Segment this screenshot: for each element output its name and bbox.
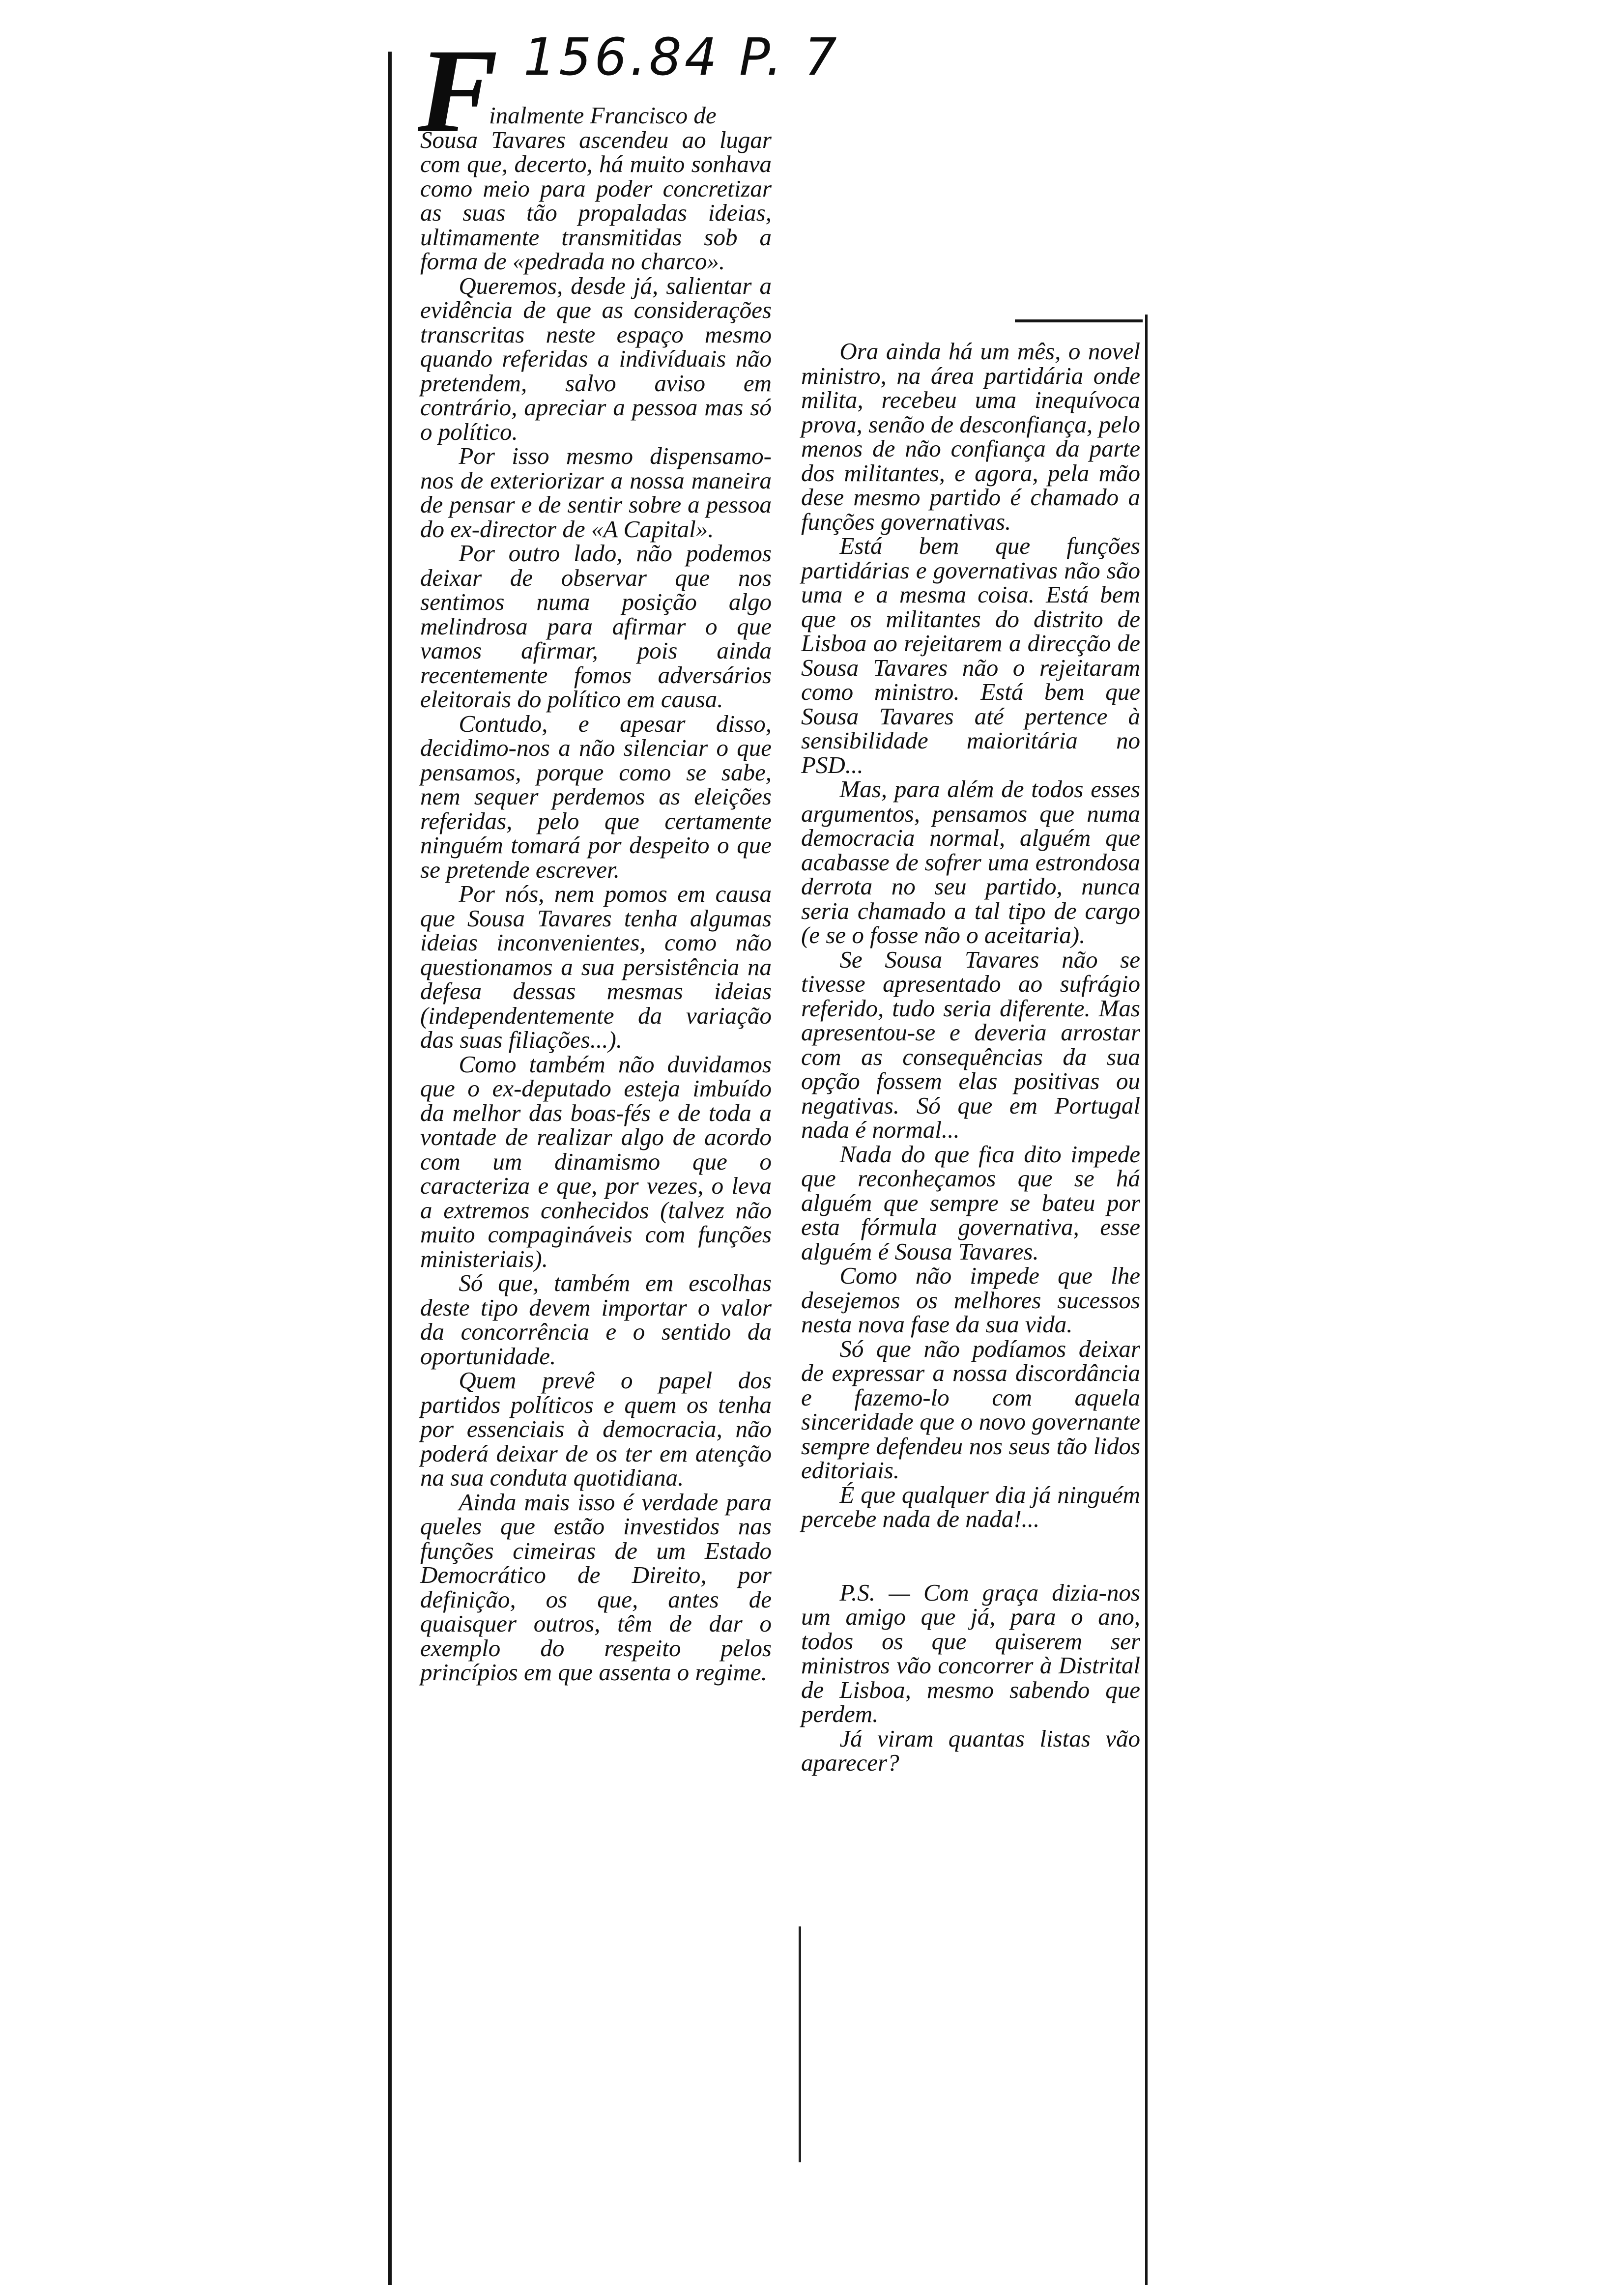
paragraph: Por outro lado, não podemos deixar de observar que nos sentimos numa posição algo melindrosa para afirmar o que vamos afirmar, pois ainda recentemente fomos adversários eleitorais do político em causa. [420,540,772,713]
postscript: P.S. — Com graça dizia-nos um amigo que já, para o ano, todos os que quiserem ser ministros vão concorrer à Distrital de Lisboa, mesmo sabendo que perdem. [801,1578,1140,1727]
paragraph: Só que não podíamos deixar de expressar a nossa discordância e fazemo-lo com aquela sinceridade que o novo governante sempre defendeu nos seus tão lidos editoriais. [801,1335,1140,1484]
paragraph: Se Sousa Tavares não se tivesse apresentado ao sufrágio referido, tudo seria diferente. Mas apresentou-se e deveria arrostar com as consequências da sua opção fossem elas positivas ou negativas. Só que em Portugal nada é normal... [801,946,1140,1143]
paragraph: Contudo, e apesar disso, decidimo-nos a não silenciar o que pensamos, porque como se sabe, nem sequer perdemos as eleições referidas, pelo que certamente ninguém tomará por despeito o que se pretende escrever. [420,710,772,883]
drop-cap: F [418,24,498,157]
paragraph: Ainda mais isso é verdade para queles que estão investidos nas funções cimeiras de um Estado Democrático de Direito, por definição, os que, antes de quaisquer outros, têm de dar o exemplo do respeito pelos princípios em que assenta o regime. [420,1488,772,1686]
middle-column-rule [799,1926,801,2162]
paragraph: Mas, para além de todos esses argumentos, pensamos que numa democracia normal, alguém que acabasse de sofrer uma estrondosa derrota no seu partido, nunca seria chamado a tal tipo de cargo (e se o fosse não o aceitaria). [801,775,1140,948]
paragraph: Sousa Tavares ascendeu ao lugar com que, decerto, há muito sonhava como meio para poder concretizar as suas tão propaladas ideias, ultimamente transmitidas sob a forma de «pedrada no charco». [420,126,772,275]
paragraph: Quem prevê o papel dos partidos políticos e quem os tenha por essenciais à democracia, não poderá deixar de os ter em atenção na sua conduta quotidiana. [420,1367,772,1491]
paragraph: Como não impede que lhe desejemos os melhores sucessos nesta nova fase da sua vida. [801,1262,1140,1338]
paragraph: Já viram quantas listas vão aparecer? [801,1724,1140,1776]
left-column-rule [388,52,392,2285]
paragraph: Está bem que funções partidárias e governativas não são uma e a mesma coisa. Está bem que os militantes do distrito de Lisboa ao rejeitarem a direcção de Sousa Tavares não o rejeitaram como ministro. Está bem que Sousa Tavares até pertence à sensibilidade maioritária no PSD... [801,532,1140,778]
article-column-2 [801,339,1140,1775]
paragraph: Como também não duvidamos que o ex-deputado esteja imbuído da melhor das boas-fés e de toda a vontade de realizar algo de acordo com um dinamismo que o caracteriza e que, por vezes, o leva a extremos conhecidos (talvez não muito compagináveis com funções ministeriais). [420,1050,772,1272]
article-column-1 [420,103,772,1685]
paragraph: É que qualquer dia já ninguém percebe nada de nada!... [801,1481,1140,1532]
paragraph: Só que, também em escolhas deste tipo devem importar o valor da concorrência e o sentido da oportunidade. [420,1269,772,1370]
handwritten-annotation: 156.84 P. 7 [523,27,840,87]
paragraph: Ora ainda há um mês, o novel ministro, na área partidária onde milita, recebeu uma inequívoca prova, senão de desconfiança, pelo menos de não confiança da parte dos militantes, e agora, pela mão dese mesmo partido é chamado a funções governativas. [801,338,1140,535]
right-column-rule [1145,315,1148,2285]
paragraph: Por isso mesmo dispensamo-nos de exteriorizar a nossa maneira de pensar e de sentir sobre a pessoa do ex-director de «A Capital». [420,442,772,543]
paragraph: Por nós, nem pomos em causa que Sousa Tavares tenha algumas ideias inconvenientes, como não questionamos a sua persistência na defesa dessas mesmas ideias (independentemente da variação das suas filiações...). [420,880,772,1053]
paragraph: Nada do que fica dito impede que reconheçamos que se há alguém que sempre se bateu por esta fórmula governativa, esse alguém é Sousa Tavares. [801,1140,1140,1265]
top-right-rule [1015,319,1143,322]
paragraph: inalmente Francisco de [489,102,717,129]
paragraph: Queremos, desde já, salientar a evidência de que as considerações transcritas neste espaço mesmo quando referidas a indivíduais não pretendem, salvo aviso em contrário, apreciar a pessoa mas só o político. [420,272,772,445]
